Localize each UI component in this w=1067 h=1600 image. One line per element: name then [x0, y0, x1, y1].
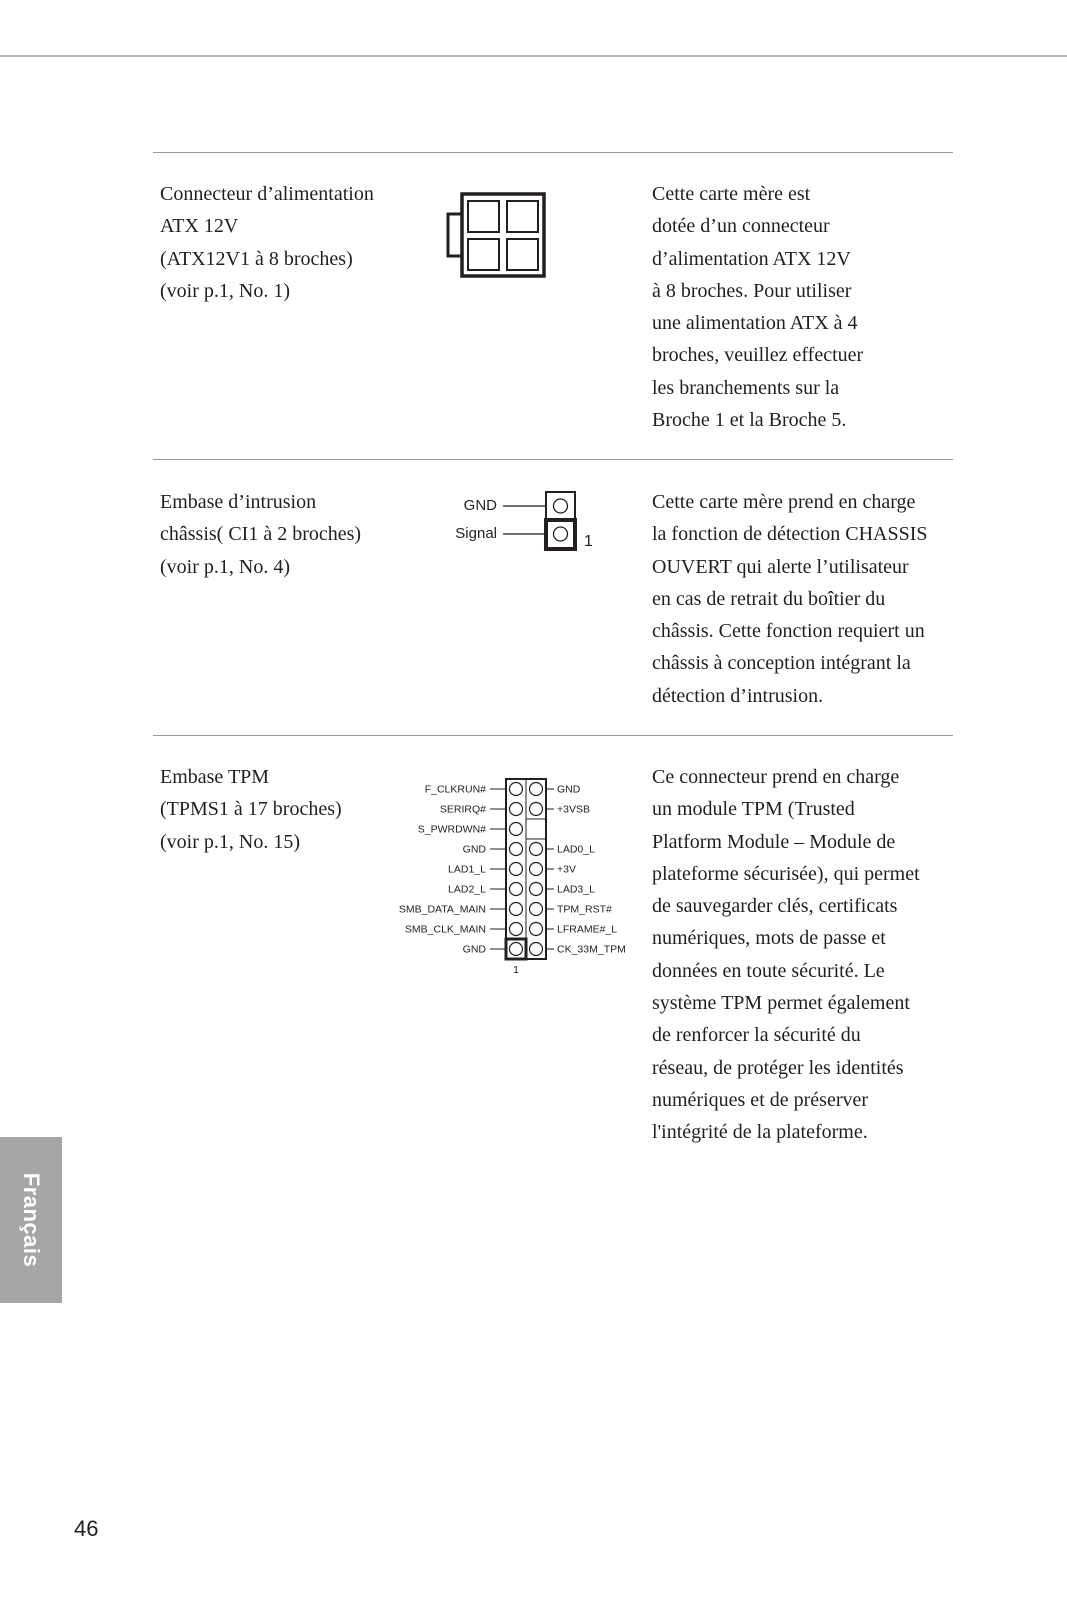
language-tab	[0, 1137, 62, 1303]
tpm-pin-label-right: LAD0_L	[557, 843, 595, 856]
chassis-intrusion-description: Cette carte mère prend en charge la fonction de détection CHASSIS OUVERT qui alerte l’utilisateur en cas de retrait du boîtier du châssis. Cette fonction requiert un châssis à conception intégrant la détection d’intrusion.	[652, 491, 928, 707]
tpm-pin-label-right: LFRAME#_L	[557, 923, 618, 936]
chassis-intrusion-diagram	[440, 490, 600, 556]
tpm-pin-label-left: GND	[462, 943, 486, 956]
tpm-pin-label-left: SERIRQ#	[439, 803, 486, 816]
tpm-pin-label-left: GND	[462, 843, 486, 856]
tpm-pin-label-left: SMB_DATA_MAIN	[398, 903, 486, 916]
chassis-intrusion-label: Embase d’intrusion châssis( CI1 à 2 broches) (voir p.1, No. 4)	[160, 491, 362, 578]
tpm-pin-label-right: GND	[557, 783, 581, 796]
top-rule	[0, 55, 1067, 57]
tpm-label: Embase TPM (TPMS1 à 17 broches) (voir p.1, No. 15)	[160, 766, 342, 853]
tpm-pin-label-right: +3VSB	[557, 803, 590, 816]
tpm-pin-label-right: CK_33M_TPM	[557, 943, 626, 956]
tpm-pin-label-left: LAD1_L	[448, 863, 486, 876]
tpm-pin-label-right: LAD3_L	[557, 883, 595, 896]
tpm-pin-label-left: F_CLKRUN#	[424, 783, 486, 796]
page-number: 46	[74, 1516, 99, 1541]
tpm-pin-label-left: LAD2_L	[448, 883, 486, 896]
atx12v-description: Cette carte mère est dotée d’un connecteur d’alimentation ATX 12V à 8 broches. Pour utiliser une alimentation ATX à 4 broches, veuillez effectuer les branchements sur la Broche 1 et la Broche 5.	[652, 183, 864, 432]
tpm-pin-label-left: S_PWRDWN#	[417, 823, 486, 836]
tpm-description: Ce connecteur prend en charge un module TPM (Trusted Platform Module – Module de plateforme sécurisée), qui permet de sauvegarder clés, certificats numériques, mots de passe et données en toute sécurité. Le système TPM permet également de renforcer la sécurité du réseau, de protéger les identités numériques et de préserver l'intégrité de la plateforme.	[652, 766, 920, 1144]
pin-1-label: 1	[584, 533, 593, 550]
signal-pin-label: Signal	[455, 525, 497, 542]
gnd-pin-label: GND	[463, 497, 497, 514]
section-divider	[153, 735, 953, 736]
tpm-pin-1-label: 1	[513, 964, 519, 975]
tpm-pin-label-right: TPM_RST#	[557, 903, 612, 916]
tpm-pin-label-left: SMB_CLK_MAIN	[404, 923, 486, 936]
tpm-pin-label-right: +3V	[557, 863, 576, 876]
tpm-header-diagram	[380, 775, 640, 975]
atx12v-connector-diagram	[446, 192, 548, 280]
section-divider	[153, 152, 953, 153]
atx12v-label: Connecteur d’alimentation ATX 12V (ATX12V1 à 8 broches) (voir p.1, No. 1)	[160, 183, 374, 302]
section-divider	[153, 459, 953, 460]
language-tab-label: Français	[19, 1172, 44, 1268]
